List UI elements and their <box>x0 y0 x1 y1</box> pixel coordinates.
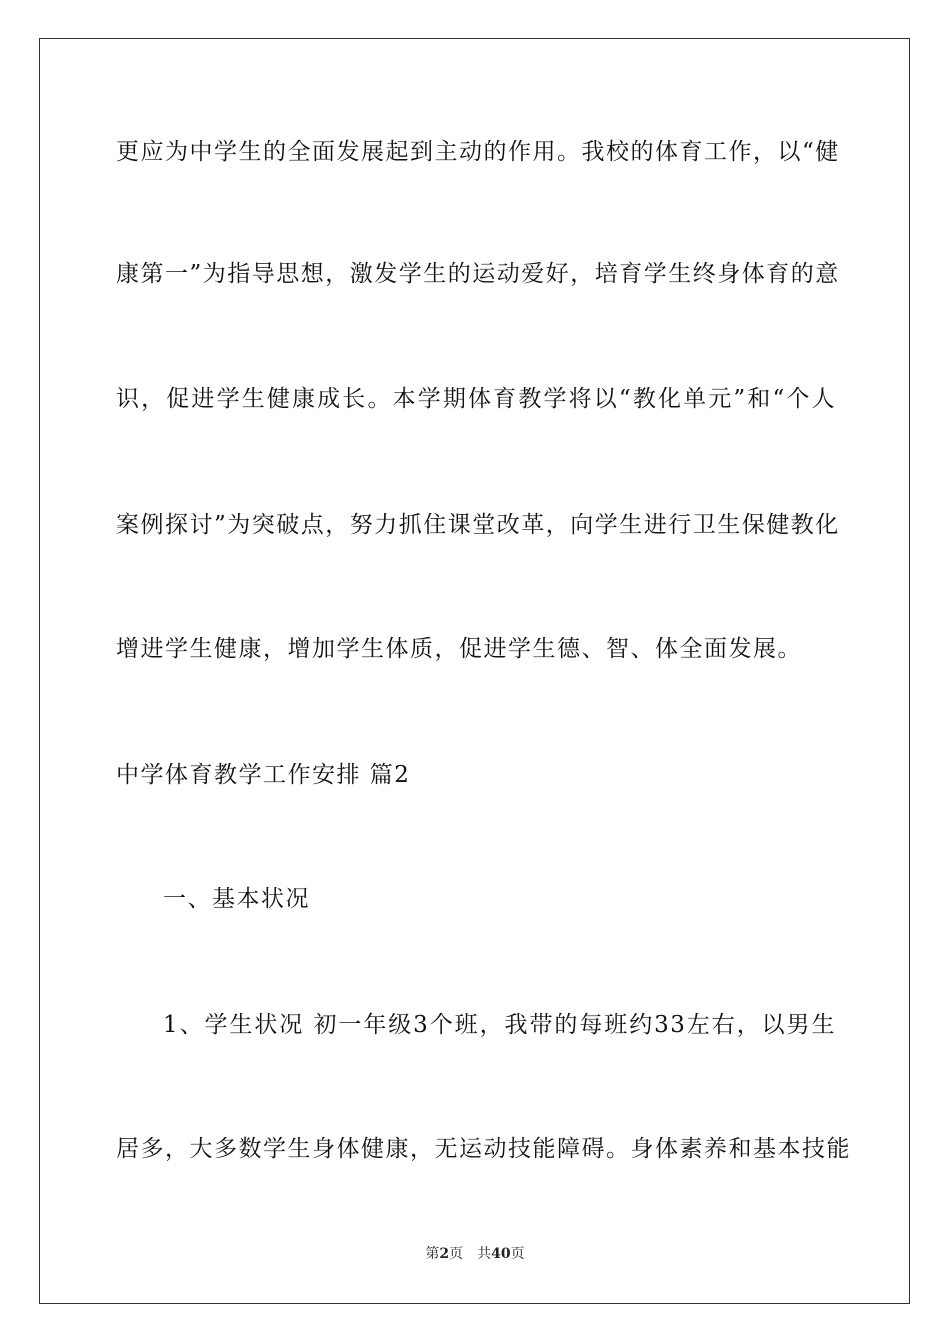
body-text-line-1: 更应为中学生的全面发展起到主动的作用。我校的体育工作，以“健 <box>116 139 840 165</box>
subsection-heading: 一、基本状况 <box>163 886 310 912</box>
body-text-line-5: 增进学生健康，增加学生体质，促进学生德、智、体全面发展。 <box>116 636 802 662</box>
body-text-line-3: 识，促进学生健康成长。本学期体育教学将以“教化单元”和“个人 <box>116 386 836 412</box>
body-text-line-2: 康第一”为指导思想，激发学生的运动爱好，培育学生终身体育的意 <box>116 261 840 287</box>
body-text-line-4: 案例探讨”为突破点，努力抓住课堂改革，向学生进行卫生保健教化 <box>116 512 840 538</box>
footer-total-prefix: 共 <box>477 1246 492 1262</box>
footer-page-suffix: 页 <box>449 1246 464 1262</box>
footer-page-prefix: 第 <box>425 1246 440 1262</box>
section-heading: 中学体育教学工作安排 篇2 <box>116 762 411 788</box>
body-text-line-9: 居多，大多数学生身体健康，无运动技能障碍。身体素养和基本技能 <box>116 1136 851 1162</box>
footer-total-number: 40 <box>491 1246 511 1262</box>
page-footer <box>0 1244 950 1264</box>
footer-total-suffix: 页 <box>510 1246 525 1262</box>
page-border <box>39 38 910 1304</box>
footer-page-number: 2 <box>439 1246 450 1262</box>
body-text-line-8: 1、学生状况 初一年级3个班，我带的每班约33左右，以男生 <box>163 1012 836 1038</box>
